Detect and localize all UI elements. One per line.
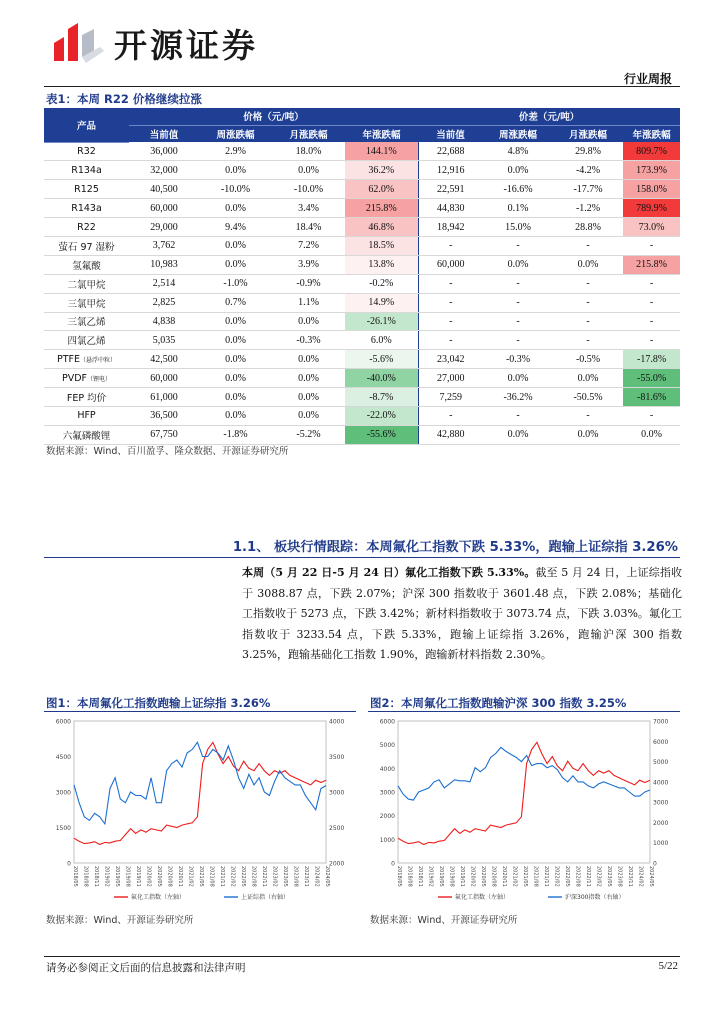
fig2-chart — [368, 713, 680, 905]
product-name — [44, 350, 129, 369]
spread-cell: 42,880 — [418, 425, 483, 444]
price-cell: -1.0% — [199, 274, 272, 293]
price-cell: 0.0% — [272, 369, 345, 388]
x-tick-label: 2019/05 — [438, 866, 444, 887]
x-tick-label: 2023/02 — [595, 866, 602, 887]
sub-header: 月涨跌幅 — [272, 125, 345, 142]
price-cell: -55.6% — [345, 425, 418, 444]
x-tick-label: 2023/08 — [292, 866, 299, 887]
spread-cell: -0.3% — [483, 350, 553, 369]
price-cell: 0.0% — [199, 312, 272, 331]
price-cell: -1.8% — [199, 425, 272, 444]
x-tick-label: 2022/11 — [261, 866, 267, 887]
right-tick-label: 4000 — [329, 718, 345, 726]
body-text: 截至 5 月 24 日，上证综指收于 3088.87 点，下跌 2.07%；沪深 300 指数收于 3601.48 点，下跌 2.08%；基础化工指数收于 5273 点，下跌 3.42%；新材料指数收于 3073.74 点，下跌 3.03%。氟化工指数收于 3233.54 点，下跌 5.33%，跑输上证综指 3.26%，跑输沪深 300 指数 3.25%，跑输基础化工指数 1.90%，跑输新材料指数 2.30%。 — [242, 566, 682, 661]
fig1-source: 数据来源：Wind、开源证券研究所 — [46, 915, 194, 926]
product-name — [44, 274, 129, 293]
price-cell: 0.0% — [199, 406, 272, 425]
right-tick-label: 0 — [653, 860, 657, 868]
table-body — [44, 142, 680, 444]
x-tick-label: 2021/08 — [532, 866, 539, 887]
section-divider — [44, 557, 680, 558]
spread-cell: 15.0% — [483, 218, 553, 237]
table-row — [44, 142, 680, 161]
price-cell: -5.6% — [345, 350, 418, 369]
left-tick-label: 5000 — [379, 742, 395, 750]
spread-cell: - — [418, 331, 483, 350]
spread-cell: - — [418, 406, 483, 425]
x-tick-label: 2018/05 — [396, 866, 402, 887]
left-tick-label: 0 — [391, 860, 395, 868]
price-cell: 5,035 — [129, 331, 199, 350]
product-name — [44, 425, 129, 444]
sub-header: 周涨跌幅 — [483, 125, 553, 142]
spread-cell: - — [483, 312, 553, 331]
left-tick-label: 1500 — [55, 825, 71, 832]
table-row — [44, 199, 680, 218]
right-tick-label: 7000 — [653, 718, 669, 726]
price-cell: 0.0% — [199, 236, 272, 255]
product-name — [44, 255, 129, 274]
right-tick-label: 3000 — [653, 799, 669, 807]
product-label: 三氯甲烷 — [67, 298, 106, 310]
product-label: PVDF — [61, 372, 87, 384]
spread-cell: - — [483, 274, 553, 293]
fig1-title: 图1：本周氟化工指数跑输上证综指 3.26% — [46, 696, 271, 710]
x-tick-label: 2022/08 — [574, 866, 581, 887]
spread-cell: - — [418, 274, 483, 293]
spread-cell: 22,688 — [418, 142, 483, 161]
price-cell: 2,825 — [129, 293, 199, 312]
spread-cell: - — [553, 331, 623, 350]
x-tick-label: 2020/02 — [469, 866, 476, 887]
price-cell: -0.3% — [272, 331, 345, 350]
spread-cell: 0.0% — [483, 425, 553, 444]
product-label: 萤石 97 湿粉 — [58, 241, 115, 253]
price-cell: 0.0% — [199, 331, 272, 350]
right-tick-label: 6000 — [653, 738, 669, 746]
spread-cell: - — [553, 293, 623, 312]
spread-cell: 0.1% — [483, 199, 553, 218]
price-cell: 42,500 — [129, 350, 199, 369]
x-tick-label: 2019/08 — [124, 866, 131, 887]
left-tick-label: 6000 — [55, 718, 71, 726]
fig1-chart — [44, 713, 356, 905]
price-cell: 215.8% — [345, 199, 418, 218]
product-name — [44, 331, 129, 350]
left-tick-label: 0 — [67, 860, 71, 868]
product-label: 二氯甲烷 — [67, 279, 106, 291]
spread-cell: 23,042 — [418, 350, 483, 369]
spread-cell: -81.6% — [623, 388, 680, 407]
body-paragraph — [242, 563, 682, 666]
spread-cell: 0.0% — [553, 255, 623, 274]
spread-cell: - — [418, 236, 483, 255]
x-tick-label: 2021/02 — [187, 866, 194, 887]
price-cell: 36,000 — [129, 142, 199, 161]
price-cell: 10,983 — [129, 255, 199, 274]
price-cell: 3.4% — [272, 199, 345, 218]
product-name — [44, 161, 129, 180]
price-cell: 7.2% — [272, 236, 345, 255]
product-label: PTFE — [56, 353, 80, 365]
spread-cell: 28.8% — [553, 218, 623, 237]
price-cell: 0.0% — [272, 312, 345, 331]
spread-cell: 0.0% — [483, 255, 553, 274]
x-tick-label: 2018/11 — [417, 866, 423, 887]
price-cell: 3,762 — [129, 236, 199, 255]
spread-cell: -17.8% — [623, 350, 680, 369]
x-tick-label: 2021/02 — [511, 866, 518, 887]
table-row — [44, 255, 680, 274]
product-name — [44, 312, 129, 331]
product-name — [44, 406, 129, 425]
product-note: （悬浮中粒） — [79, 356, 116, 364]
price-table — [44, 108, 680, 445]
price-cell: 18.5% — [345, 236, 418, 255]
legend-label-0: 氟化工指数（左轴） — [455, 894, 510, 901]
product-note: （锂电） — [87, 375, 112, 383]
spread-cell: - — [418, 293, 483, 312]
x-tick-label: 2022/05 — [240, 866, 246, 887]
x-tick-label: 2022/08 — [250, 866, 257, 887]
price-cell: 18.0% — [272, 142, 345, 161]
x-tick-label: 2019/02 — [103, 866, 110, 887]
x-tick-label: 2021/11 — [219, 866, 225, 887]
x-tick-label: 2018/05 — [72, 866, 78, 887]
fig2-source: 数据来源：Wind、开源证券研究所 — [370, 915, 518, 926]
spread-cell: - — [623, 331, 680, 350]
left-tick-label: 2000 — [379, 813, 395, 821]
x-tick-label: 2019/11 — [459, 866, 465, 887]
spread-cell: 809.7% — [623, 142, 680, 161]
spread-cell: - — [623, 293, 680, 312]
product-label: R22 — [77, 221, 96, 233]
spread-cell: 158.0% — [623, 180, 680, 199]
price-cell: 6.0% — [345, 331, 418, 350]
product-label: 氢氟酸 — [72, 260, 101, 272]
spread-cell: 0.0% — [483, 369, 553, 388]
x-tick-label: 2020/11 — [177, 866, 183, 887]
left-tick-label: 1000 — [379, 836, 395, 844]
section-heading: 1.1、 板块行情跟踪：本周氟化工指数下跌 5.33%，跑输上证综指 3.26% — [232, 540, 678, 555]
price-cell: 29,000 — [129, 218, 199, 237]
series-line-0 — [398, 742, 650, 844]
spread-cell: - — [553, 236, 623, 255]
product-label: R32 — [77, 145, 96, 157]
x-tick-label: 2023/11 — [627, 866, 633, 887]
price-cell: 0.0% — [199, 350, 272, 369]
product-name — [44, 236, 129, 255]
product-name — [44, 293, 129, 312]
table-row — [44, 293, 680, 312]
x-tick-label: 2023/08 — [616, 866, 623, 887]
spread-cell: 4.8% — [483, 142, 553, 161]
price-cell: -8.7% — [345, 388, 418, 407]
right-tick-label: 4000 — [653, 779, 669, 787]
price-cell: 2,514 — [129, 274, 199, 293]
spread-cell: 0.0% — [553, 425, 623, 444]
page-number: 5/22 — [658, 960, 678, 972]
x-tick-label: 2024/02 — [313, 866, 320, 887]
spread-cell: - — [623, 406, 680, 425]
price-cell: 9.4% — [199, 218, 272, 237]
table-row — [44, 350, 680, 369]
spread-cell: -16.6% — [483, 180, 553, 199]
x-tick-label: 2024/02 — [637, 866, 644, 887]
company-logo — [50, 20, 258, 66]
x-tick-label: 2021/11 — [543, 866, 549, 887]
price-cell: 36.2% — [345, 161, 418, 180]
spread-cell: 215.8% — [623, 255, 680, 274]
right-tick-label: 2000 — [329, 860, 345, 868]
legend-label-0: 氟化工指数（左轴） — [131, 894, 186, 901]
spread-cell: 0.0% — [623, 425, 680, 444]
disclaimer: 请务必参阅正文后面的信息披露和法律声明 — [46, 962, 246, 974]
right-tick-label: 5000 — [653, 759, 669, 767]
product-name — [44, 142, 129, 161]
spread-cell: - — [418, 312, 483, 331]
price-cell: 0.0% — [199, 161, 272, 180]
sub-header: 年涨跌幅 — [345, 125, 418, 142]
sub-header: 当前值 — [418, 125, 483, 142]
kaiyuan-logo-icon — [50, 21, 106, 65]
price-cell: 0.0% — [272, 388, 345, 407]
price-cell: -10.0% — [272, 180, 345, 199]
series-line-1 — [74, 742, 326, 824]
right-tick-label: 2000 — [653, 819, 669, 827]
spread-cell: 173.9% — [623, 161, 680, 180]
right-tick-label: 1000 — [653, 840, 669, 848]
spread-group-header: 价差（元/吨） — [418, 108, 680, 125]
right-tick-label: 3500 — [329, 754, 345, 761]
product-name — [44, 199, 129, 218]
x-tick-label: 2020/08 — [166, 866, 173, 887]
x-tick-label: 2019/05 — [114, 866, 120, 887]
left-tick-label: 3000 — [379, 789, 395, 797]
spread-cell: 789.9% — [623, 199, 680, 218]
product-label: R143a — [71, 202, 102, 214]
price-cell: 14.9% — [345, 293, 418, 312]
left-tick-label: 4000 — [379, 765, 395, 773]
spread-cell: - — [553, 274, 623, 293]
price-cell: 40,500 — [129, 180, 199, 199]
x-tick-label: 2023/05 — [606, 866, 612, 887]
price-cell: 60,000 — [129, 369, 199, 388]
price-cell: 3.9% — [272, 255, 345, 274]
header-divider — [44, 86, 680, 87]
table-row — [44, 236, 680, 255]
price-cell: 0.0% — [199, 199, 272, 218]
price-cell: 0.7% — [199, 293, 272, 312]
spread-cell: 29.8% — [553, 142, 623, 161]
spread-cell: 0.0% — [483, 161, 553, 180]
table-row — [44, 388, 680, 407]
price-cell: 0.0% — [272, 350, 345, 369]
product-label: 三氯乙烯 — [67, 317, 106, 329]
spread-cell: - — [483, 293, 553, 312]
left-tick-label: 6000 — [379, 718, 395, 726]
x-tick-label: 2024/05 — [648, 866, 654, 887]
x-tick-label: 2022/02 — [553, 866, 560, 887]
x-tick-label: 2021/05 — [522, 866, 528, 887]
spread-cell: -4.2% — [553, 161, 623, 180]
spread-cell: -1.2% — [553, 199, 623, 218]
left-tick-label: 3000 — [55, 789, 71, 797]
sub-header: 月涨跌幅 — [553, 125, 623, 142]
spread-cell: - — [483, 331, 553, 350]
price-cell: 46.8% — [345, 218, 418, 237]
price-table-container — [44, 108, 680, 445]
table-row — [44, 369, 680, 388]
right-tick-label: 3000 — [329, 789, 345, 797]
price-cell: 2.9% — [199, 142, 272, 161]
x-tick-label: 2020/05 — [156, 866, 162, 887]
fig2-title: 图2：本周氟化工指数跑输沪深 300 指数 3.25% — [370, 696, 627, 710]
spread-cell: 22,591 — [418, 180, 483, 199]
x-tick-label: 2020/08 — [490, 866, 497, 887]
price-cell: -0.9% — [272, 274, 345, 293]
product-label: R125 — [74, 183, 99, 195]
product-label: HFP — [77, 410, 96, 422]
price-cell: -5.2% — [272, 425, 345, 444]
x-tick-label: 2021/05 — [198, 866, 204, 887]
sub-header: 当前值 — [129, 125, 199, 142]
price-cell: 62.0% — [345, 180, 418, 199]
x-tick-label: 2023/05 — [282, 866, 288, 887]
spread-cell: 18,942 — [418, 218, 483, 237]
spread-cell: 7,259 — [418, 388, 483, 407]
table-row — [44, 274, 680, 293]
price-cell: 0.0% — [272, 406, 345, 425]
spread-cell: - — [553, 312, 623, 331]
spread-cell: 73.0% — [623, 218, 680, 237]
price-cell: 144.1% — [345, 142, 418, 161]
spread-cell: -17.7% — [553, 180, 623, 199]
left-tick-label: 4500 — [55, 754, 71, 761]
x-tick-label: 2020/02 — [145, 866, 152, 887]
legend-label-1: 上证综指（右轴） — [241, 894, 290, 901]
table-row — [44, 180, 680, 199]
table-row — [44, 425, 680, 444]
body-lead: 本周（5 月 22 日-5 月 24 日）氟化工指数下跌 5.33%。 — [242, 566, 536, 579]
sub-header-row — [44, 125, 680, 142]
price-cell: 0.0% — [199, 388, 272, 407]
x-tick-label: 2018/08 — [406, 866, 413, 887]
price-cell: -0.2% — [345, 274, 418, 293]
product-label: FEP 均价 — [66, 393, 107, 405]
price-cell: -40.0% — [345, 369, 418, 388]
spread-cell: 27,000 — [418, 369, 483, 388]
x-tick-label: 2023/02 — [271, 866, 278, 887]
spread-cell: - — [623, 236, 680, 255]
series-line-0 — [74, 742, 326, 844]
product-label: 四氯乙烯 — [67, 336, 106, 348]
x-tick-label: 2020/11 — [501, 866, 507, 887]
table-row — [44, 161, 680, 180]
x-tick-label: 2019/08 — [448, 866, 455, 887]
legend-label-1: 沪深300指数（右轴） — [565, 894, 625, 901]
fig1-divider — [44, 711, 356, 712]
spread-cell: - — [623, 274, 680, 293]
x-tick-label: 2021/08 — [208, 866, 215, 887]
price-cell: 67,750 — [129, 425, 199, 444]
product-header: 产品 — [44, 108, 129, 142]
x-tick-label: 2019/11 — [135, 866, 141, 887]
table-row — [44, 331, 680, 350]
product-label: R134a — [71, 164, 102, 176]
right-tick-label: 2500 — [329, 825, 345, 832]
x-tick-label: 2018/08 — [82, 866, 89, 887]
price-cell: 36,500 — [129, 406, 199, 425]
spread-cell: -55.0% — [623, 369, 680, 388]
spread-cell: - — [553, 406, 623, 425]
x-tick-label: 2020/05 — [480, 866, 486, 887]
price-cell: 0.0% — [272, 161, 345, 180]
x-tick-label: 2019/02 — [427, 866, 434, 887]
table-source: 数据来源：Wind、百川盈孚、隆众数据、开源证券研究所 — [46, 446, 289, 457]
sub-header: 周涨跌幅 — [199, 125, 272, 142]
price-group-header: 价格（元/吨） — [129, 108, 418, 125]
logo-text: 开源证券 — [114, 25, 258, 65]
x-tick-label: 2023/11 — [303, 866, 309, 887]
product-name — [44, 369, 129, 388]
spread-cell: 60,000 — [418, 255, 483, 274]
price-cell: 32,000 — [129, 161, 199, 180]
sub-header: 年涨跌幅 — [623, 125, 680, 142]
product-name — [44, 388, 129, 407]
spread-cell: -50.5% — [553, 388, 623, 407]
spread-cell: - — [623, 312, 680, 331]
x-tick-label: 2022/02 — [229, 866, 236, 887]
table-row — [44, 312, 680, 331]
product-name — [44, 218, 129, 237]
price-cell: 1.1% — [272, 293, 345, 312]
table-title: 表1：本周 R22 价格继续拉涨 — [46, 92, 202, 106]
price-cell: 0.0% — [199, 369, 272, 388]
price-cell: -22.0% — [345, 406, 418, 425]
price-cell: 18.4% — [272, 218, 345, 237]
x-tick-label: 2022/11 — [585, 866, 591, 887]
price-cell: 4,838 — [129, 312, 199, 331]
spread-cell: - — [483, 406, 553, 425]
spread-cell: -0.5% — [553, 350, 623, 369]
price-cell: 13.8% — [345, 255, 418, 274]
price-cell: -26.1% — [345, 312, 418, 331]
price-cell: 61,000 — [129, 388, 199, 407]
spread-cell: -36.2% — [483, 388, 553, 407]
product-name — [44, 180, 129, 199]
x-tick-label: 2022/05 — [564, 866, 570, 887]
footer-divider — [44, 956, 680, 957]
table-row — [44, 406, 680, 425]
product-label: 六氟磷酸锂 — [62, 430, 111, 442]
spread-cell: 44,830 — [418, 199, 483, 218]
table-row — [44, 218, 680, 237]
x-tick-label: 2024/05 — [324, 866, 330, 887]
spread-cell: 12,916 — [418, 161, 483, 180]
spread-cell: - — [483, 236, 553, 255]
price-cell: 0.0% — [199, 255, 272, 274]
x-tick-label: 2018/11 — [93, 866, 99, 887]
price-cell: 60,000 — [129, 199, 199, 218]
price-cell: -10.0% — [199, 180, 272, 199]
fig2-divider — [368, 711, 680, 712]
spread-cell: 0.0% — [553, 369, 623, 388]
report-type: 行业周报 — [623, 72, 672, 86]
